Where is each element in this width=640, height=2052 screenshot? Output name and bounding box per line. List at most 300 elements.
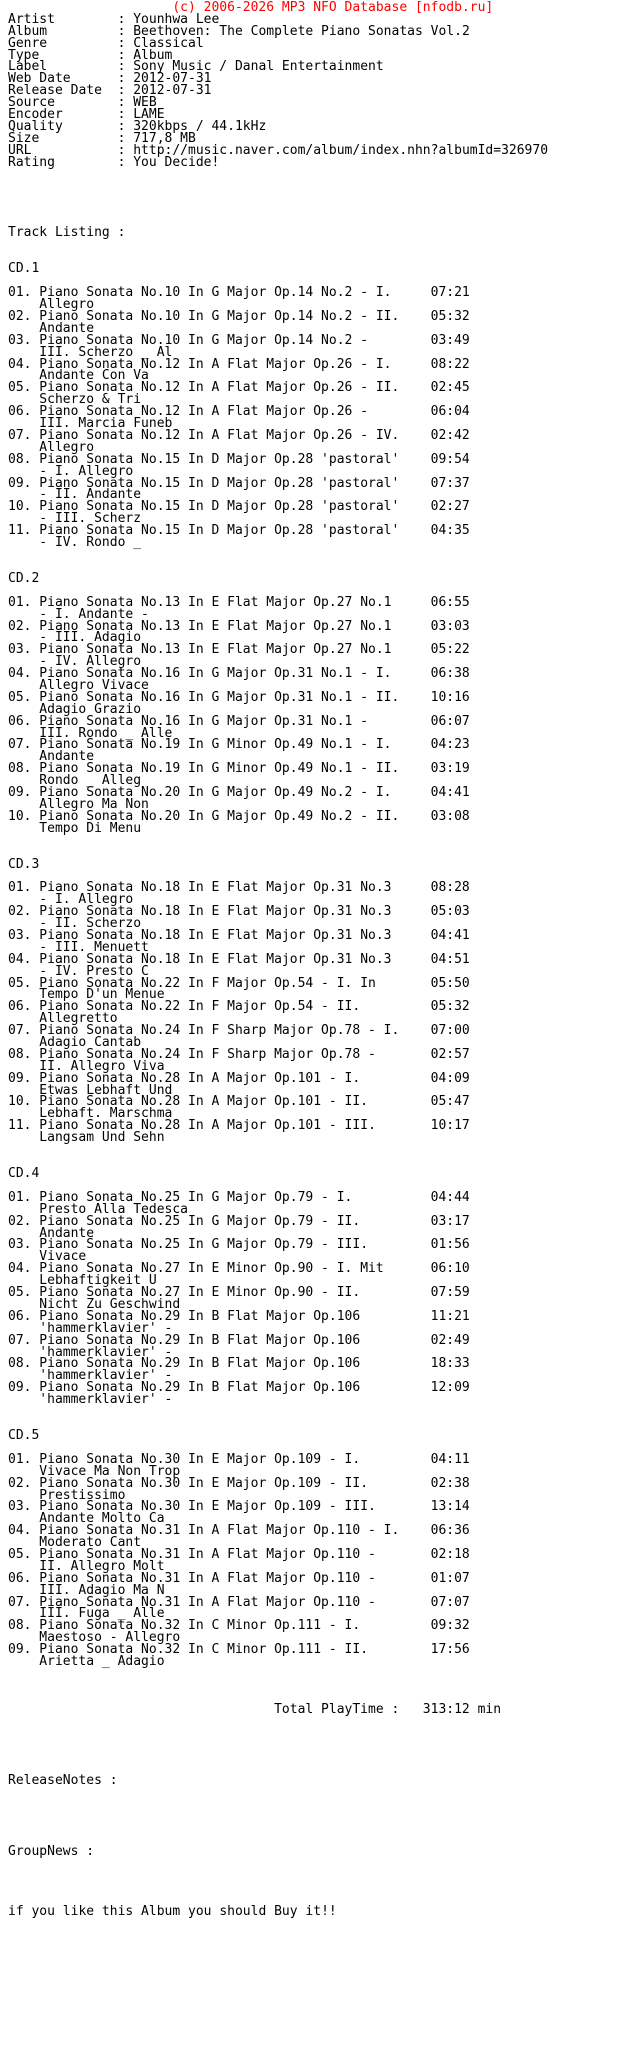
metadata-value: Beethoven: The Complete Piano Sonatas Vol.2 [133, 23, 470, 39]
track-row [8, 1525, 640, 1549]
track-title-continuation: Tempo Di Menu [39, 820, 142, 836]
track-number: 07. [8, 1023, 32, 1039]
track-number: 08. [8, 1356, 32, 1372]
cd-sections [8, 263, 640, 1668]
track-title: Piano Sonata No.10 In G Major Op.14 No.2 - [39, 332, 369, 348]
track-number: 10. [8, 1094, 32, 1110]
track-title-continuation: Andante [39, 749, 95, 765]
track-title: Piano Sonata No.29 In B Flat Major Op.106 [39, 1308, 361, 1324]
metadata-separator: : [117, 35, 134, 51]
metadata-value: Sony Music / Danal Entertainment [133, 59, 384, 75]
metadata-label: Album [8, 23, 48, 39]
track-number: 01. [8, 1189, 32, 1205]
metadata-row [8, 35, 640, 51]
track-row [8, 1570, 640, 1598]
track-number: 01. [8, 880, 32, 896]
track-title: Piano Sonata No.15 In D Major Op.28 'pastoral' [39, 523, 400, 539]
track-row [8, 763, 640, 787]
track-time: 07:37 [430, 475, 470, 491]
track-title: Piano Sonata No.10 In G Major Op.14 No.2 - II. [39, 309, 400, 325]
total-playtime-line [274, 1701, 640, 1717]
track-row [8, 427, 640, 455]
total-playtime-label: Total PlayTime : [274, 1701, 400, 1717]
track-time: 07:21 [430, 285, 470, 301]
track-title: Piano Sonata No.18 In E Flat Major Op.31 No.3 [39, 951, 392, 967]
track-row [8, 882, 640, 906]
track-number: 05. [8, 975, 32, 991]
track-number: 06. [8, 999, 32, 1015]
metadata-separator: : [117, 11, 134, 27]
track-title: Piano Sonata No.18 In E Flat Major Op.31 No.3 [39, 928, 392, 943]
metadata-row [8, 118, 640, 134]
track-title-continuation: III. Fuga _ Alle [39, 1606, 165, 1622]
track-time: 17:56 [430, 1642, 470, 1658]
track-time: 09:54 [430, 451, 470, 467]
track-title: Piano Sonata No.13 In E Flat Major Op.27 No.1 [39, 594, 392, 610]
track-title: Piano Sonata No.31 In A Flat Major Op.110 - [39, 1594, 376, 1610]
track-row [8, 311, 640, 335]
track-title-continuation: Adagio Grazio [39, 701, 142, 717]
track-time: 08:22 [430, 356, 470, 372]
track-number: 08. [8, 1618, 32, 1634]
metadata-label: Size [8, 130, 40, 146]
track-row [8, 1594, 640, 1622]
track-title: Piano Sonata No.27 In E Minor Op.90 - I. Mit [39, 1261, 384, 1277]
track-title-continuation: - I. Allegro [39, 892, 134, 908]
track-number: 09. [8, 1642, 32, 1658]
cd-title: CD.3 [8, 856, 40, 872]
track-number: 07. [8, 737, 32, 753]
track-time: 04:35 [430, 523, 470, 539]
metadata-label: Artist [8, 11, 55, 27]
track-number: 04. [8, 666, 32, 682]
track-number: 06. [8, 1570, 32, 1586]
track-title-continuation: Adagio Cantab [39, 1035, 142, 1051]
track-number: 10. [8, 808, 32, 824]
track-title-continuation: Allegro Vivace [39, 677, 149, 693]
track-number: 05. [8, 1546, 32, 1562]
track-title: Piano Sonata No.13 In E Flat Major Op.27 No.1 [39, 618, 392, 634]
track-title-continuation: Andante Con Va [39, 368, 149, 384]
track-title: Piano Sonata No.10 In G Major Op.14 No.2 - I. [39, 285, 392, 301]
track-time: 10:16 [430, 689, 470, 705]
metadata-value: 2012-07-31 [133, 83, 212, 99]
track-number: 02. [8, 618, 32, 634]
metadata-label: Quality [8, 118, 63, 134]
metadata-row [8, 85, 640, 97]
cd-track-list [8, 1451, 640, 1669]
track-title-continuation: - III. Menuett [39, 939, 149, 955]
track-title: Piano Sonata No.25 In G Major Op.79 - II. [39, 1213, 361, 1229]
metadata-row [8, 61, 640, 73]
metadata-label: Rating [8, 154, 55, 170]
track-title-continuation: II. Allegro Viva [39, 1058, 165, 1074]
track-time: 06:55 [430, 594, 470, 610]
track-title-continuation: Andante Molto Ca [39, 1511, 165, 1527]
track-number: 07. [8, 1332, 32, 1348]
track-time: 03:03 [430, 618, 470, 634]
track-time: 12:09 [430, 1380, 470, 1396]
track-title: Piano Sonata No.24 In F Sharp Major Op.78 - [39, 1046, 376, 1062]
track-row [8, 906, 640, 930]
track-time: 05:03 [430, 904, 470, 920]
track-number: 04. [8, 951, 32, 967]
track-row [8, 668, 640, 692]
track-title: Piano Sonata No.31 In A Flat Major Op.110 - [39, 1546, 376, 1562]
track-time: 04:11 [430, 1451, 470, 1467]
track-title: Piano Sonata No.15 In D Major Op.28 'pastoral' [39, 499, 400, 515]
track-row [8, 975, 640, 1003]
track-time: 03:17 [430, 1213, 470, 1229]
track-title-continuation: Langsam Und Sehn [39, 1130, 165, 1146]
metadata-value: Classical [133, 35, 204, 51]
track-number: 08. [8, 761, 32, 777]
track-listing-heading: Track Listing : [8, 225, 126, 241]
track-time: 05:47 [430, 1094, 470, 1110]
track-number: 05. [8, 1285, 32, 1301]
track-number: 04. [8, 356, 32, 372]
track-title-continuation: - IV. Allegro [39, 654, 142, 670]
track-title-continuation: Allegro Ma Non [39, 796, 149, 812]
metadata-label: Type [8, 47, 40, 63]
cd-section [8, 570, 640, 836]
metadata-section [8, 11, 640, 170]
metadata-value: http://music.naver.com/album/index.nhn?albumId=326970 [133, 142, 549, 158]
group-news-heading: GroupNews : [8, 1843, 95, 1859]
cd-section [8, 263, 640, 548]
track-title: Piano Sonata No.12 In A Flat Major Op.26 - II. [39, 380, 400, 396]
track-row [8, 644, 640, 668]
track-title: Piano Sonata No.22 In F Major Op.54 - II. [39, 999, 361, 1015]
track-title-continuation: Moderato Cant [39, 1535, 142, 1551]
track-line [8, 1213, 640, 1229]
track-row [8, 1644, 640, 1668]
track-row [8, 1189, 640, 1217]
track-number: 03. [8, 642, 32, 658]
track-number: 09. [8, 1380, 32, 1396]
track-row [8, 475, 640, 503]
track-time: 04:41 [430, 784, 470, 800]
track-row [8, 808, 640, 836]
track-number: 09. [8, 1070, 32, 1086]
track-row [8, 356, 640, 384]
track-title-continuation: Allegro [39, 297, 95, 313]
track-time: 05:32 [430, 309, 470, 325]
track-number: 11. [8, 1118, 32, 1134]
metadata-value: 320kbps / 44.1kHz [133, 118, 267, 134]
track-row [8, 1546, 640, 1574]
track-time: 10:17 [430, 1118, 470, 1134]
metadata-row [8, 109, 640, 121]
track-number: 07. [8, 427, 32, 443]
track-title: Piano Sonata No.18 In E Flat Major Op.31 No.3 [39, 904, 392, 920]
track-time: 03:19 [430, 761, 470, 777]
track-number: 07. [8, 1594, 32, 1610]
track-row [8, 1120, 640, 1144]
track-row [8, 406, 640, 430]
track-time: 06:04 [430, 404, 470, 420]
release-notes-heading: ReleaseNotes : [8, 1772, 118, 1788]
track-title: Piano Sonata No.29 In B Flat Major Op.106 [39, 1380, 361, 1396]
track-title: Piano Sonata No.16 In G Major Op.31 No.1 - II. [39, 689, 400, 705]
track-title-continuation: III. Scherzo _ Al [39, 344, 173, 360]
track-title: Piano Sonata No.31 In A Flat Major Op.110 - I. [39, 1523, 400, 1539]
track-title-continuation: - I. Allegro [39, 463, 134, 479]
track-title-continuation: Prestissimo [39, 1487, 126, 1503]
track-row [8, 784, 640, 812]
metadata-separator: : [117, 95, 134, 111]
track-title-continuation: 'hammerklavier' - [39, 1320, 173, 1336]
track-number: 06. [8, 1308, 32, 1324]
track-title: Piano Sonata No.13 In E Flat Major Op.27 No.1 [39, 642, 392, 658]
track-title: Piano Sonata No.12 In A Flat Major Op.26 - IV. [39, 427, 400, 443]
track-title: Piano Sonata No.30 In E Major Op.109 - II. [39, 1475, 369, 1491]
track-number: 02. [8, 904, 32, 920]
metadata-separator: : [117, 118, 134, 134]
track-row [8, 525, 640, 549]
track-row [8, 1358, 640, 1382]
metadata-row [8, 23, 640, 39]
track-row [8, 1263, 640, 1287]
track-title: Piano Sonata No.25 In G Major Op.79 - III. [39, 1237, 369, 1253]
metadata-separator: : [117, 71, 134, 87]
track-time: 02:49 [430, 1332, 470, 1348]
track-number: 09. [8, 475, 32, 491]
track-row [8, 594, 640, 622]
metadata-row [8, 97, 640, 109]
track-number: 01. [8, 594, 32, 610]
cd-track-list [8, 594, 640, 836]
track-title: Piano Sonata No.15 In D Major Op.28 'pastoral' [39, 451, 400, 467]
track-row [8, 1213, 640, 1241]
track-number: 04. [8, 1261, 32, 1277]
track-time: 11:21 [430, 1308, 470, 1324]
track-number: 11. [8, 523, 32, 539]
track-row [8, 930, 640, 954]
track-title-continuation: - II. Scherzo [39, 916, 142, 932]
metadata-separator: : [117, 59, 134, 75]
track-title: Piano Sonata No.31 In A Flat Major Op.110 - [39, 1570, 376, 1586]
track-title: Piano Sonata No.30 In E Major Op.109 - I. [39, 1451, 361, 1467]
track-time: 18:33 [430, 1356, 470, 1372]
track-title-continuation: Vivace [39, 1249, 87, 1265]
track-time: 01:56 [430, 1237, 470, 1253]
track-title-continuation: II. Allegro Molt [39, 1558, 165, 1574]
track-title: Piano Sonata No.18 In E Flat Major Op.31 No.3 [39, 880, 392, 896]
track-title-continuation: - IV. Presto C [39, 963, 149, 979]
banner-line [8, 2, 493, 14]
track-time: 04:09 [430, 1070, 470, 1086]
metadata-label: Release Date [8, 83, 102, 99]
track-title: Piano Sonata No.29 In B Flat Major Op.106 [39, 1332, 361, 1348]
track-title: Piano Sonata No.30 In E Major Op.109 - III. [39, 1499, 376, 1515]
track-title-continuation: Scherzo & Tri [39, 392, 142, 408]
track-line [8, 739, 640, 751]
metadata-value: You Decide! [133, 154, 220, 170]
metadata-row [8, 142, 640, 158]
track-title-continuation: Vivace Ma Non Trop [39, 1463, 181, 1479]
track-title-continuation: Maestoso - Allegro [39, 1630, 181, 1646]
track-number: 02. [8, 1475, 32, 1491]
track-title: Piano Sonata No.32 In C Minor Op.111 - II. [39, 1642, 369, 1658]
track-title-continuation: Allegro [39, 439, 95, 455]
track-title-continuation: Presto Alla Tedesca [39, 1201, 189, 1217]
footer-note: if you like this Album you should Buy it!! [8, 1903, 337, 1919]
track-number: 01. [8, 1451, 32, 1467]
track-title-continuation: 'hammerklavier' - [39, 1368, 173, 1384]
track-line [8, 1239, 640, 1251]
track-time: 07:00 [430, 1023, 470, 1039]
track-title: Piano Sonata No.28 In A Major Op.101 - I. [39, 1070, 361, 1086]
track-number: 09. [8, 784, 32, 800]
track-row [8, 287, 640, 311]
cd-section [8, 1168, 640, 1406]
track-title: Piano Sonata No.12 In A Flat Major Op.26 - [39, 404, 369, 420]
track-title: Piano Sonata No.16 In G Major Op.31 No.1 - I. [39, 666, 392, 682]
track-time: 05:22 [430, 642, 470, 658]
track-title-continuation: Lebhaftigkeit U [39, 1273, 157, 1289]
metadata-separator: : [117, 47, 134, 63]
track-title-continuation: Tempo D'un Menue [39, 987, 165, 1003]
track-title-continuation: Allegretto [39, 1011, 118, 1027]
track-row [8, 332, 640, 360]
track-row [8, 1287, 640, 1311]
track-row [8, 1620, 640, 1644]
track-number: 04. [8, 1523, 32, 1539]
track-title-continuation: III. Marcia Funeb [39, 416, 173, 432]
track-line [8, 287, 640, 299]
track-number: 05. [8, 689, 32, 705]
track-number: 02. [8, 309, 32, 325]
track-time: 05:50 [430, 975, 470, 991]
cd-track-list [8, 882, 640, 1144]
track-title-continuation: - II. Andante [39, 487, 142, 503]
metadata-value: LAME [133, 107, 165, 123]
cd-track-list [8, 1189, 640, 1408]
track-title-continuation: III. Adagio Ma N [39, 1582, 165, 1598]
track-title: Piano Sonata No.16 In G Major Op.31 No.1 - [39, 713, 369, 729]
track-time: 04:23 [430, 737, 470, 753]
track-time: 03:08 [430, 808, 470, 824]
cd-title: CD.4 [8, 1166, 40, 1182]
track-title: Piano Sonata No.22 In F Major Op.54 - I. In [39, 975, 376, 991]
metadata-label: Encoder [8, 107, 63, 123]
track-title-continuation: Andante [39, 1225, 95, 1241]
track-title: Piano Sonata No.20 In G Major Op.49 No.2 - I. [39, 784, 392, 800]
metadata-label: Web Date [8, 71, 71, 87]
track-row [8, 1046, 640, 1074]
cd-section [8, 1427, 640, 1669]
track-row [8, 689, 640, 717]
track-row [8, 1001, 640, 1025]
track-number: 06. [8, 713, 32, 729]
track-row [8, 1382, 640, 1406]
cd-title: CD.5 [8, 1427, 40, 1443]
track-time: 02:42 [430, 427, 470, 443]
metadata-label: Label [8, 59, 48, 75]
metadata-separator: : [117, 83, 134, 99]
track-row [8, 1239, 640, 1263]
track-title-continuation: - I. Andante - [39, 606, 149, 622]
total-playtime-value: 313:12 min [422, 1701, 502, 1717]
track-title: Piano Sonata No.25 In G Major Op.79 - I. [39, 1189, 353, 1205]
metadata-value: Younhwa Lee [133, 11, 220, 27]
track-title: Piano Sonata No.12 In A Flat Major Op.26 - I. [39, 356, 392, 372]
track-number: 08. [8, 451, 32, 467]
track-number: 03. [8, 1499, 32, 1515]
track-title-continuation: Andante [39, 320, 95, 336]
track-time: 05:32 [430, 999, 470, 1015]
track-title: Piano Sonata No.28 In A Major Op.101 - III. [39, 1118, 376, 1134]
track-number: 08. [8, 1046, 32, 1062]
metadata-label: Source [8, 95, 55, 111]
metadata-row [8, 154, 640, 170]
track-number: 03. [8, 332, 32, 348]
track-title-continuation: III. Rondo _ Alle [39, 725, 173, 741]
track-line [8, 311, 640, 323]
track-title-continuation: Lebhaft. Marschma [39, 1106, 173, 1122]
track-title: Piano Sonata No.27 In E Minor Op.90 - II. [39, 1285, 361, 1301]
track-time: 09:32 [430, 1618, 470, 1634]
track-time: 13:14 [430, 1499, 470, 1515]
track-time: 02:38 [430, 1475, 470, 1491]
track-title-continuation: 'hammerklavier' - [39, 1392, 173, 1408]
metadata-separator: : [117, 130, 134, 146]
track-number: 05. [8, 380, 32, 396]
track-row [8, 1332, 640, 1360]
track-number: 10. [8, 499, 32, 515]
track-time: 04:41 [430, 928, 470, 943]
track-time: 02:18 [430, 1546, 470, 1562]
metadata-label: Genre [8, 35, 48, 51]
track-title: Piano Sonata No.24 In F Sharp Major Op.78 - I. [39, 1023, 400, 1039]
metadata-separator: : [117, 142, 134, 158]
track-row [8, 1025, 640, 1049]
track-row [8, 1501, 640, 1525]
track-row [8, 739, 640, 763]
track-title-continuation: Etwas Lebhaft Und [39, 1082, 173, 1098]
track-title-continuation: Rondo _ Alleg [39, 773, 142, 789]
track-row [8, 713, 640, 741]
cd-track-list [8, 287, 640, 549]
metadata-separator: : [117, 107, 134, 123]
track-title: Piano Sonata No.29 In B Flat Major Op.106 [39, 1356, 361, 1372]
track-title: Piano Sonata No.20 In G Major Op.49 No.2 - II. [39, 808, 400, 824]
track-title: Piano Sonata No.28 In A Major Op.101 - II. [39, 1094, 369, 1110]
track-title-continuation: - III. Adagio [39, 630, 142, 646]
track-row [8, 618, 640, 646]
track-number: 02. [8, 1213, 32, 1229]
metadata-value: 717,8 MB [133, 130, 196, 146]
track-title-continuation: Arietta _ Adagio [39, 1653, 165, 1669]
track-row [8, 451, 640, 479]
nfo-database-banner: (c) 2006-2026 MP3 NFO Database [nfodb.ru] [172, 0, 494, 15]
track-row [8, 501, 640, 525]
track-time: 04:51 [430, 951, 470, 967]
track-time: 04:44 [430, 1189, 470, 1205]
track-row [8, 382, 640, 406]
track-time: 06:10 [430, 1261, 470, 1277]
metadata-label: URL [8, 142, 32, 158]
track-title-continuation: - III. Scherz [39, 511, 142, 527]
track-time: 08:28 [430, 880, 470, 896]
cd-title: CD.1 [8, 261, 40, 277]
track-title: Piano Sonata No.19 In G Minor Op.49 No.1 - I. [39, 737, 392, 753]
metadata-value: WEB [133, 95, 157, 111]
metadata-value: 2012-07-31 [133, 71, 212, 87]
track-time: 02:45 [430, 380, 470, 396]
track-number: 01. [8, 285, 32, 301]
